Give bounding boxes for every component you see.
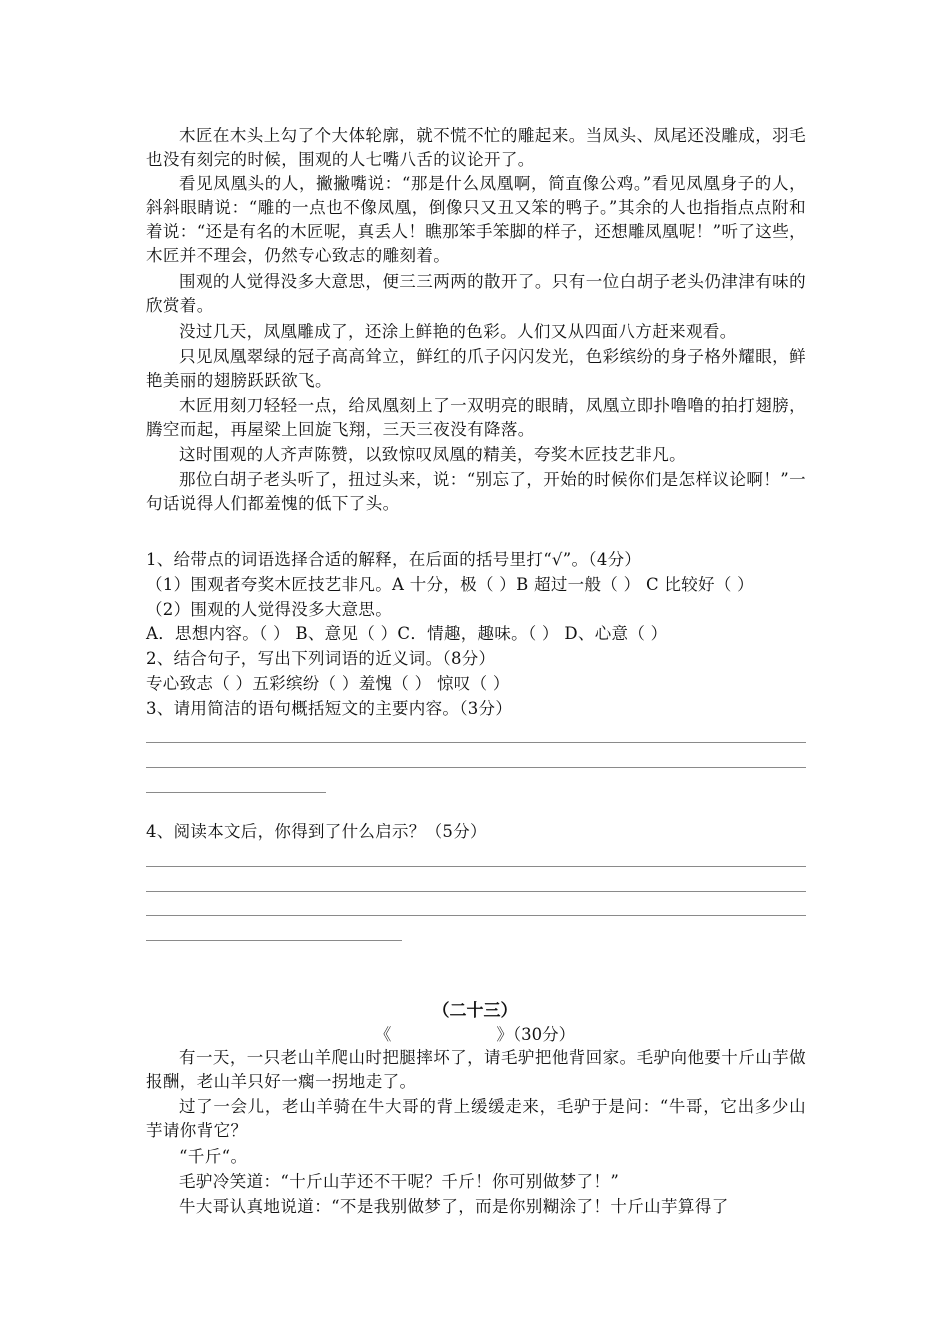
answer-line[interactable] xyxy=(146,940,402,941)
question-1-item-2: （2）围观的人觉得没多大意思。 xyxy=(146,600,392,619)
passage-paragraph: 只见凤凰翠绿的冠子高高耸立，鲜红的爪子闪闪发光，色彩缤纷的身子格外耀眼，鲜艳美丽的翅膀跃跃欲飞。 xyxy=(146,347,806,390)
passage-paragraph: 木匠在木头上勾了个大体轮廓，就不慌不忙的雕起来。当凤头、凤尾还没雕成，羽毛也没有刻完的时候，围观的人七嘴八舌的议论开了。 xyxy=(146,126,806,169)
answer-line[interactable] xyxy=(146,866,806,867)
answer-line[interactable] xyxy=(146,792,326,793)
passage-paragraph: 牛大哥认真地说道：“不是我别做梦了，而是你别糊涂了！十斤山芋算得了 xyxy=(179,1197,729,1216)
passage-paragraph: 毛驴冷笑道：“十斤山芋还不干呢？千斤！你可别做梦了！” xyxy=(179,1172,620,1191)
question-2: 2、结合句子，写出下列词语的近义词。（8分） xyxy=(146,649,496,668)
question-1-item-2-options: A．思想内容。（ ） B、意见（ ）C．情趣，趣味。（ ） D、心意（ ） xyxy=(146,624,668,643)
question-3: 3、请用简洁的语句概括短文的主要内容。（3分） xyxy=(146,699,513,718)
question-4: 4、阅读本文后，你得到了什么启示？（5分） xyxy=(146,822,487,841)
passage-paragraph: “千斤“。 xyxy=(179,1147,248,1166)
section-title: （二十三） xyxy=(432,1001,518,1021)
passage-paragraph: 围观的人觉得没多大意思，便三三两两的散开了。只有一位白胡子老头仍津津有味的欣赏着。 xyxy=(146,272,806,315)
answer-line[interactable] xyxy=(146,915,806,916)
passage-paragraph: 看见凤凰头的人，撇撇嘴说：“那是什么凤凰啊，简直像公鸡。”看见凤凰身子的人，斜斜眼睛说：“雕的一点也不像凤凰，倒像只又丑又笨的鸭子。”其余的人也指指点点附和着说：“还是有名的木匠呢，真丢人！瞧那笨手笨脚的样子，还想雕凤凰呢！”听了这些，木匠并不理会，仍然专心致志的雕刻着。 xyxy=(146,174,806,265)
question-2-words: 专心致志（ ）五彩缤纷（ ）羞愧（ ） 惊叹（ ） xyxy=(146,674,510,693)
passage-paragraph: 木匠用刻刀轻轻一点，给凤凰刻上了一双明亮的眼睛，凤凰立即扑噜噜的拍打翅膀，腾空而起，再屋梁上回旋飞翔，三天三夜没有降落。 xyxy=(146,396,806,439)
question-1-item-1: （1）围观者夸奖木匠技艺非凡。A 十分，极（ ）B 超过一般（ ） C 比较好（ ） xyxy=(146,575,754,594)
passage-paragraph: 有一天，一只老山羊爬山时把腿摔坏了，请毛驴把他背回家。毛驴向他要十斤山芋做报酬，老山羊只好一瘸一拐地走了。 xyxy=(146,1048,806,1091)
section-subtitle: 《 》（30分） xyxy=(374,1025,576,1044)
passage-paragraph: 过了一会儿，老山羊骑在牛大哥的背上缓缓走来，毛驴于是问：“牛哥，它出多少山芋请你背它？ xyxy=(146,1097,806,1140)
answer-line[interactable] xyxy=(146,767,806,768)
passage-paragraph: 那位白胡子老头听了，扭过头来，说：“别忘了，开始的时候你们是怎样议论啊！”一句话说得人们都羞愧的低下了头。 xyxy=(146,470,806,513)
question-1: 1、给带点的词语选择合适的解释，在后面的括号里打“√”。（4分） xyxy=(146,550,642,569)
answer-line[interactable] xyxy=(146,891,806,892)
passage-paragraph: 这时围观的人齐声陈赞，以致惊叹凤凰的精美，夸奖木匠技艺非凡。 xyxy=(179,445,686,464)
answer-line[interactable] xyxy=(146,742,806,743)
passage-paragraph: 没过几天，凤凰雕成了，还涂上鲜艳的色彩。人们又从四面八方赶来观看。 xyxy=(179,322,737,341)
